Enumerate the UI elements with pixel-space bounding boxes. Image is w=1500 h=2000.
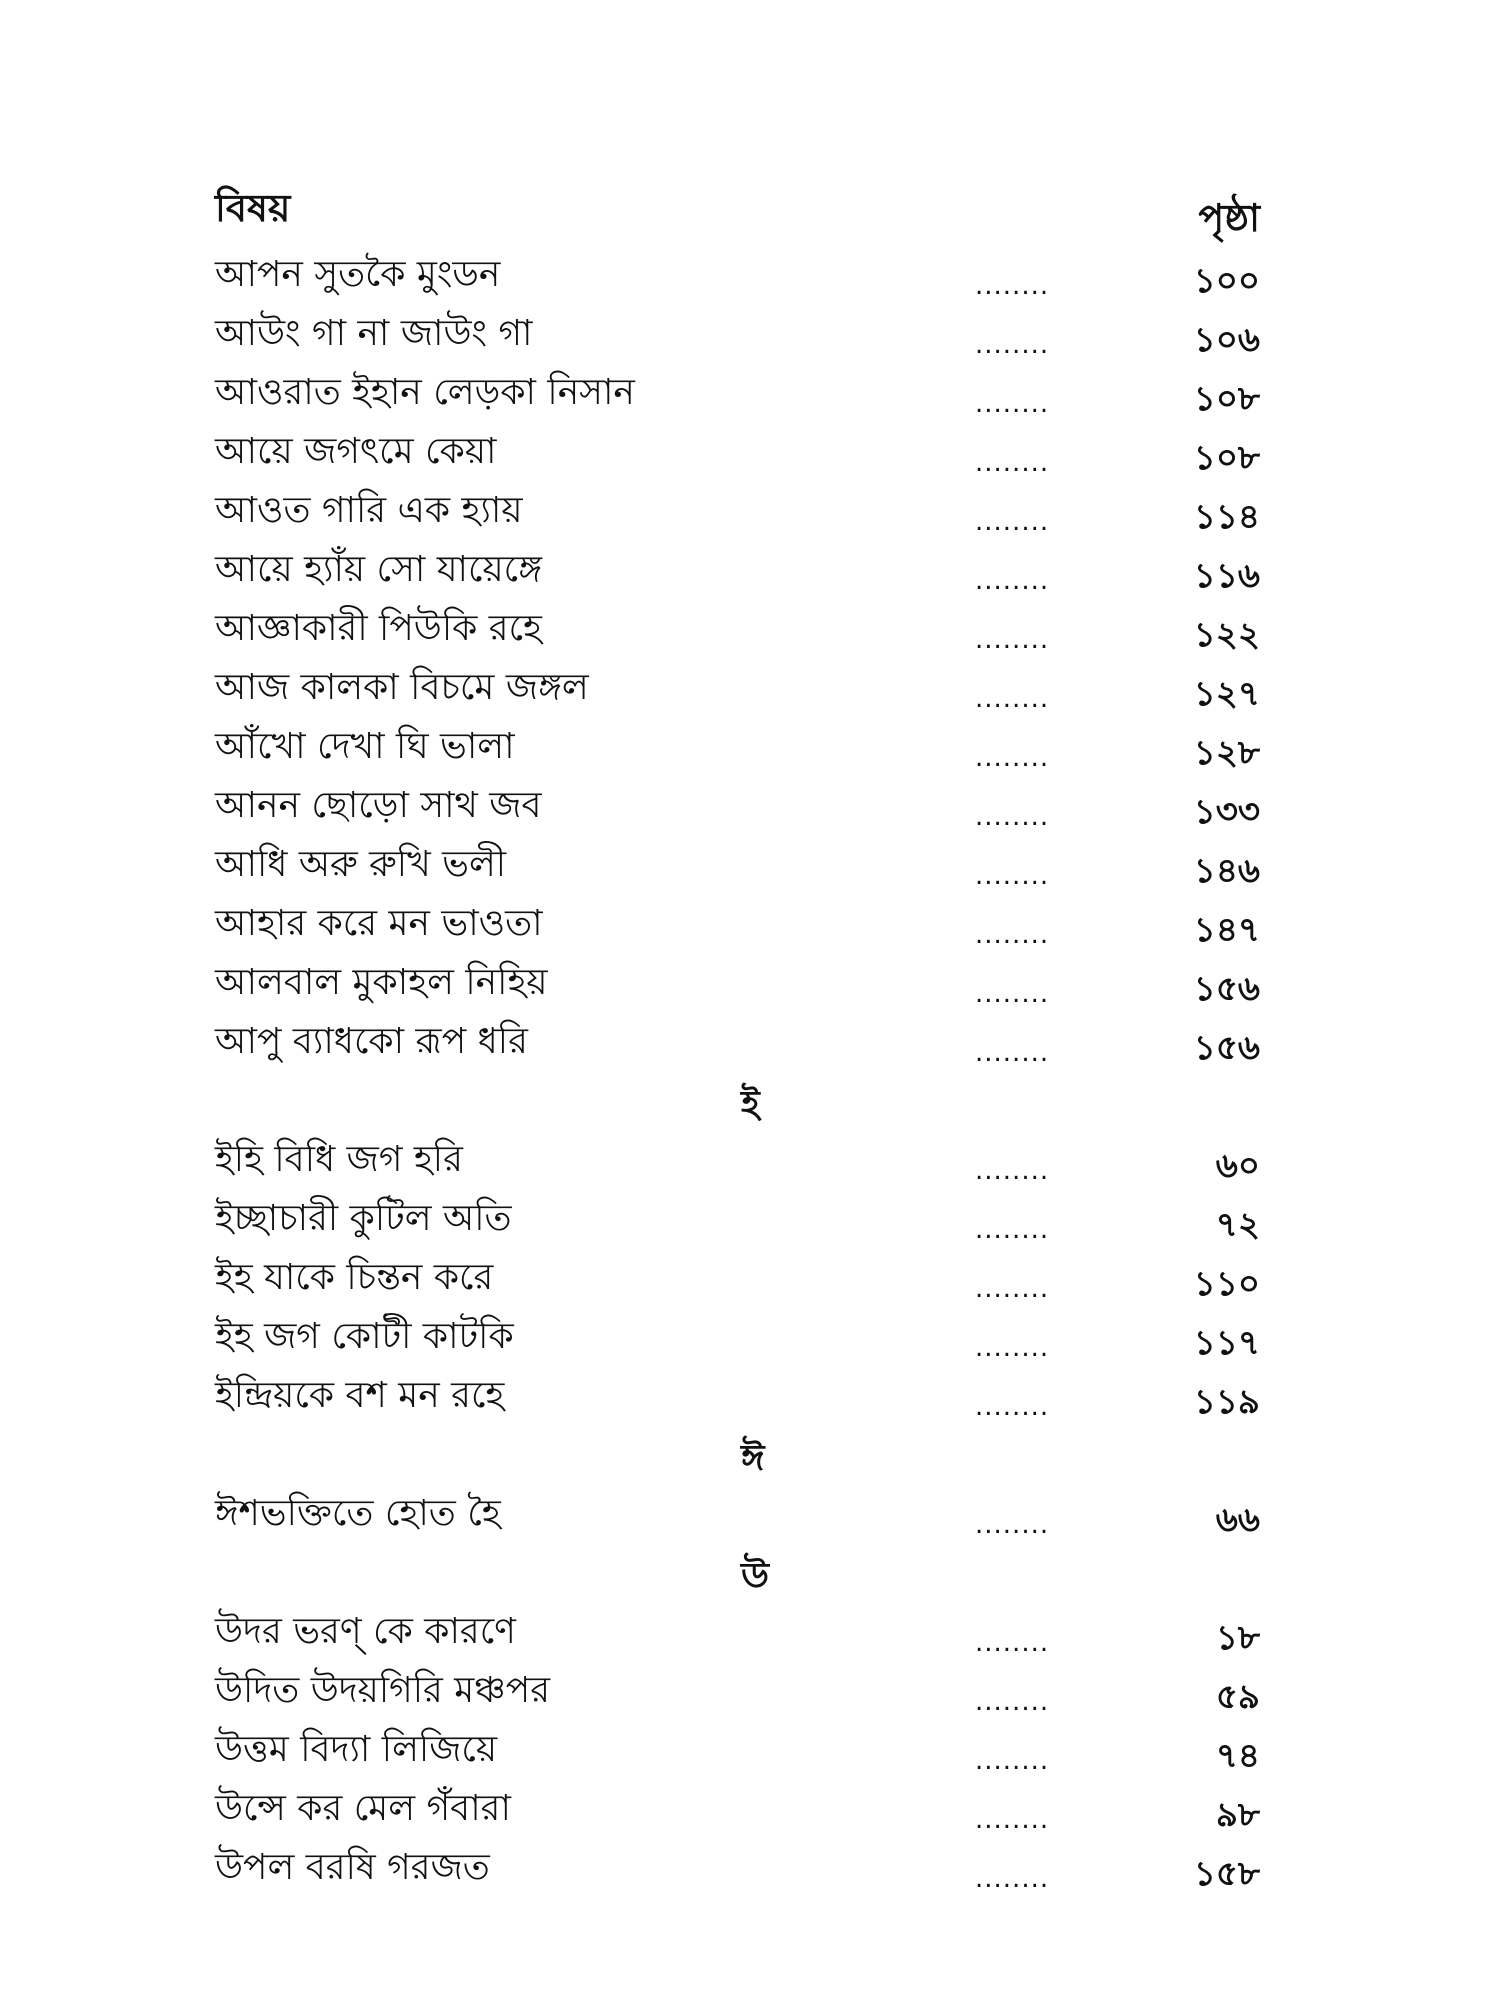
entry-page-number: ১০০ [1193,261,1260,301]
dot-leader: ........ [975,861,1050,891]
toc-entry [215,1369,1260,1428]
toc-entry [215,1723,1260,1782]
toc-entry [215,543,1260,602]
toc-entry [215,1841,1260,1900]
entry-title: উদর ভরণ্ কে কারণে [215,1611,516,1652]
toc-entry [215,1251,1260,1310]
toc-entry [215,720,1260,779]
entry-page-number: ১৫৬ [1193,969,1260,1009]
entry-title: আজ কালকা বিচমে জঙ্গল [215,667,589,708]
entry-title: আওত গারি এক হ্যায় [215,490,523,531]
entry-page-number: ১০৮ [1193,379,1260,419]
toc-entry [215,1605,1260,1664]
dot-leader: ........ [975,802,1050,832]
entry-title: ইচ্ছাচারী কুটিল অতি [215,1198,512,1239]
toc-entry [215,484,1260,543]
section-letter-heading [215,1074,1260,1133]
entry-page-number: ১১৬ [1193,556,1260,596]
dot-leader: ........ [975,1510,1050,1540]
entry-title: ইহ যাকে চিন্তন করে [215,1257,494,1298]
dot-leader: ........ [975,1687,1050,1717]
dot-leader: ........ [975,920,1050,950]
entry-title: আউং গা না জাউং গা [215,313,533,354]
dot-leader: ........ [975,566,1050,596]
dot-leader: ........ [975,1864,1050,1894]
entry-page-number: ১০৮ [1193,438,1260,478]
dot-leader: ........ [975,1392,1050,1422]
toc-entry [215,779,1260,838]
dot-leader: ........ [975,1746,1050,1776]
entry-page-number: ১৫৬ [1193,1028,1260,1068]
toc-entry [215,1782,1260,1841]
subject-column-heading: বিষয় [215,186,291,230]
toc-entry [215,1192,1260,1251]
entry-page-number: ১২২ [1193,615,1260,655]
entry-page-number: ১০৬ [1193,320,1260,360]
toc-entry [215,366,1260,425]
entry-page-number: ৯৮ [1215,1795,1260,1835]
entry-page-number: ৫৯ [1215,1677,1260,1717]
entry-title: আহার করে মন ভাওতা [215,903,543,944]
section-letter: ই [741,1084,760,1125]
entry-page-number: ৬০ [1215,1146,1260,1186]
entry-page-number: ১৫৮ [1193,1854,1260,1894]
toc-entry [215,1310,1260,1369]
toc-entry [215,307,1260,366]
dot-leader: ........ [975,684,1050,714]
dot-leader: ........ [975,979,1050,1009]
toc-entry [215,425,1260,484]
entry-title: আয়ে হ্যাঁয় সো যায়েঙ্গে [215,549,543,590]
dot-leader: ........ [975,448,1050,478]
dot-leader: ........ [975,1274,1050,1304]
toc-entry [215,1664,1260,1723]
entry-title: ঈশভক্তিতে হোত হৈ [215,1493,501,1534]
section-letter: উ [741,1556,770,1597]
entry-page-number: ১১৭ [1193,1323,1260,1363]
entry-page-number: ১২৭ [1193,674,1260,714]
entry-title: উপল বরষি গরজত [215,1847,490,1888]
entry-title: আয়ে জগৎমে কেয়া [215,431,497,472]
toc-list [215,248,1260,1900]
toc-entry [215,897,1260,956]
entry-title: আজ্ঞাকারী পিউকি রহে [215,608,542,649]
entry-title: আলবাল মুকাহল নিহিয় [215,962,548,1003]
dot-leader: ........ [975,1156,1050,1186]
toc-entry [215,1133,1260,1192]
entry-title: ইহ জগ কোটী কাটকি [215,1316,514,1357]
entry-title: আনন ছোড়ো সাথ জব [215,785,542,826]
entry-page-number: ৭৪ [1215,1736,1260,1776]
entry-page-number: ১১৪ [1193,497,1260,537]
entry-title: ইন্দ্রিয়কে বশ মন রহে [215,1375,505,1416]
dot-leader: ........ [975,271,1050,301]
toc-entry [215,838,1260,897]
entry-page-number: ৬৬ [1215,1500,1260,1540]
entry-page-number: ১১৯ [1193,1382,1260,1422]
toc-entry [215,248,1260,307]
dot-leader: ........ [975,1805,1050,1835]
dot-leader: ........ [975,743,1050,773]
entry-page-number: ১১০ [1193,1264,1260,1304]
dot-leader: ........ [975,1215,1050,1245]
section-letter-heading [215,1428,1260,1487]
entry-title: ইহি বিধি জগ হরি [215,1139,463,1180]
entry-title: আপন সুতকৈ মুংডন [215,254,501,295]
entry-title: আওরাত ইহান লেড়কা নিসান [215,372,635,413]
dot-leader: ........ [975,1628,1050,1658]
entry-page-number: ১২৮ [1193,733,1260,773]
toc-entry [215,956,1260,1015]
entry-title: উন্সে কর মেল গঁবারা [215,1788,511,1829]
toc-entry [215,1487,1260,1546]
section-letter-heading [215,1546,1260,1605]
entry-title: আধি অরু রুখি ভলী [215,844,507,885]
dot-leader: ........ [975,330,1050,360]
dot-leader: ........ [975,1333,1050,1363]
dot-leader: ........ [975,1038,1050,1068]
entry-page-number: ১৪৭ [1193,910,1260,950]
section-letter: ঈ [741,1438,765,1479]
dot-leader: ........ [975,389,1050,419]
entry-page-number: ৭২ [1215,1205,1260,1245]
page-column-heading: পৃষ্ঠা [1198,196,1260,240]
entry-title: উত্তম বিদ্যা লিজিয়ে [215,1729,498,1770]
entry-page-number: ১৩৩ [1193,792,1260,832]
dot-leader: ........ [975,625,1050,655]
toc-header [215,183,1260,243]
entry-title: আঁখো দেখা ঘি ভালা [215,726,515,767]
toc-entry [215,602,1260,661]
entry-page-number: ১৪৬ [1193,851,1260,891]
dot-leader: ........ [975,507,1050,537]
entry-title: উদিত উদয়গিরি মঞ্চপর [215,1670,550,1711]
entry-title: আপু ব্যাধকো রূপ ধরি [215,1021,528,1062]
entry-page-number: ১৮ [1215,1618,1260,1658]
toc-entry [215,661,1260,720]
toc-entry [215,1015,1260,1074]
